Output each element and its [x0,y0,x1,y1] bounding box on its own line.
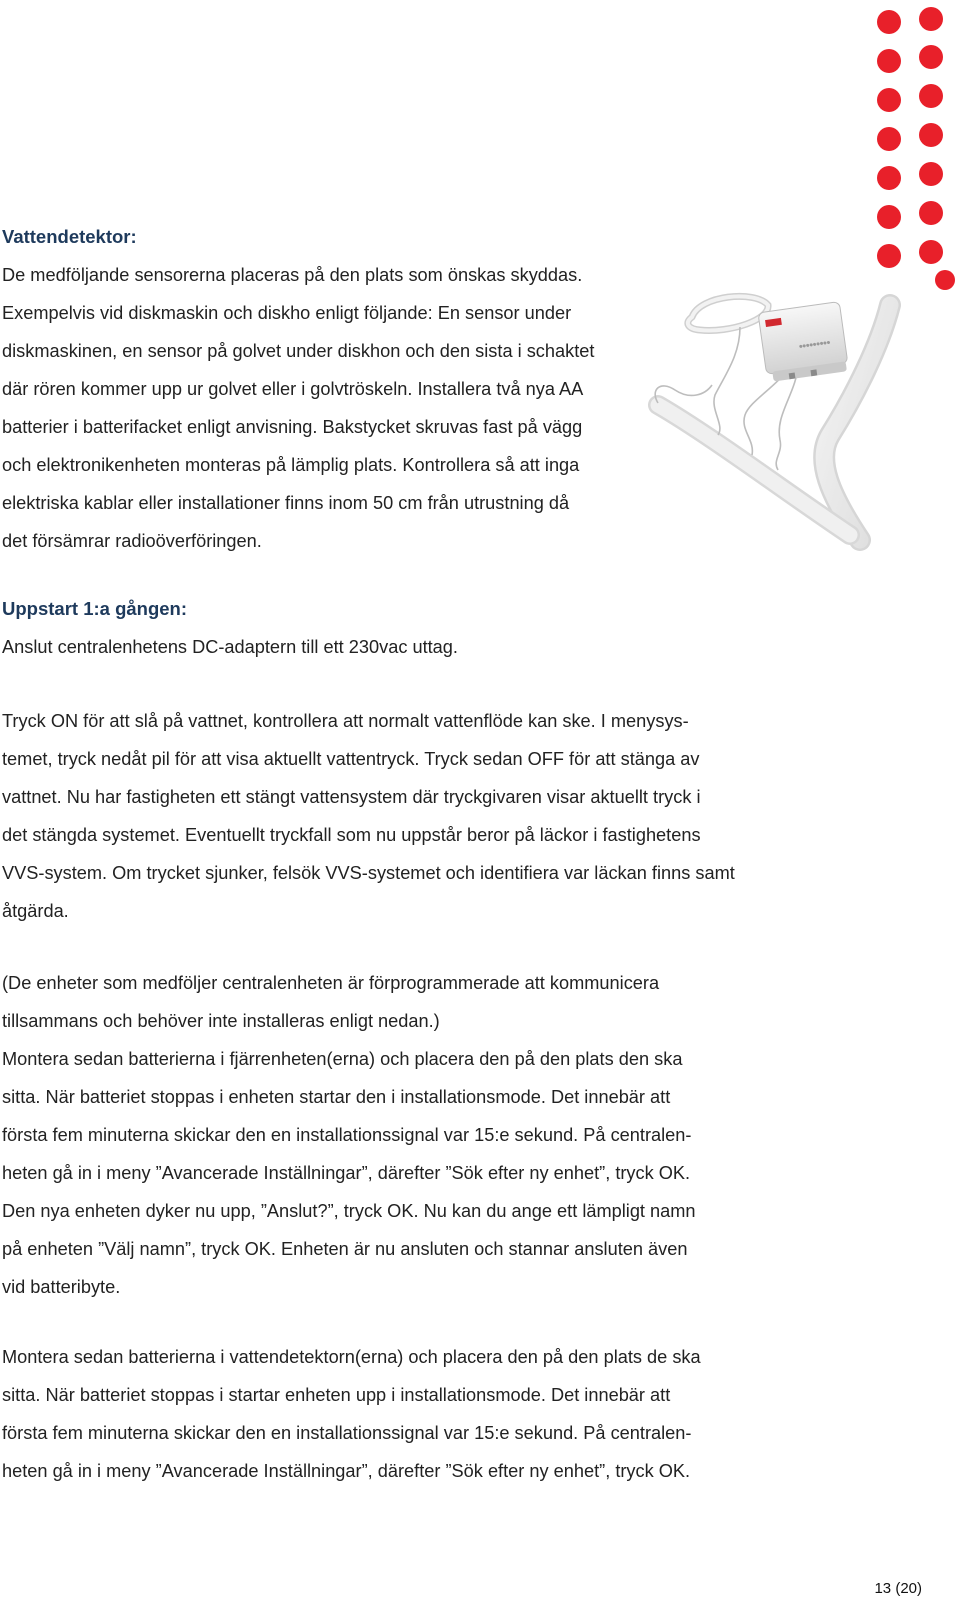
paragraph-line: (De enheter som medföljer centralenheten är förprogrammerade att kommunicera [2,973,660,993]
heading-vattendetektor: Vattendetektor: [2,226,137,247]
svg-text:●●●●●●●●●: ●●●●●●●●● [798,339,831,349]
paragraph-line: heten gå in i meny ”Avancerade Inställningar”, därefter ”Sök efter ny enhet”, tryck OK. [2,1163,691,1183]
paragraph-line: Montera sedan batterierna i fjärrenheten(erna) och placera den på den plats den ska [2,1049,683,1069]
page-number: 13 (20) [874,1580,922,1597]
paragraph-line: och elektronikenheten monteras på lämplig plats. Kontrollera så att inga [2,455,580,475]
section-remote-unit-install [2,964,782,1306]
water-detector-product-image [640,285,910,560]
paragraph-line: vid batteribyte. [2,1277,121,1297]
paragraph-line: åtgärda. [2,901,69,921]
paragraph-line: Anslut centralenhetens DC-adaptern till ett 230vac uttag. [2,637,458,657]
paragraph-line: Montera sedan batterierna i vattendetektorn(erna) och placera den på den plats de ska [2,1347,701,1367]
paragraph-line: batterier i batterifacket enligt anvisning. Bakstycket skruvas fast på vägg [2,417,583,437]
paragraph-line: sitta. När batteriet stoppas i enheten startar den i installationsmode. Det innebär att [2,1087,671,1107]
paragraph-line: det stängda systemet. Eventuellt tryckfall som nu uppstår beror på läckor i fastighetens [2,825,701,845]
paragraph-line: där rören kommer upp ur golvet eller i golvtröskeln. Installera två nya AA [2,379,584,399]
section-water-detector [2,218,642,560]
paragraph-line: elektriska kablar eller installationer finns inom 50 cm från utrustning då [2,493,570,513]
paragraph-line: sitta. När batteriet stoppas i startar enheten upp i installationsmode. Det innebär att [2,1385,671,1405]
paragraph-line: VVS-system. Om trycket sjunker, felsök VVS-systemet och identifiera var läckan finns samt [2,863,735,883]
paragraph-line: De medföljande sensorerna placeras på den plats som önskas skyddas. [2,265,583,285]
paragraph-line: första fem minuterna skickar den en installationssignal var 15:e sekund. På centralen- [2,1423,692,1443]
section-pressure-test [2,702,782,930]
section-first-startup [2,590,782,666]
paragraph-line: det försämrar radioöverföringen. [2,531,262,551]
paragraph-line: Den nya enheten dyker nu upp, ”Anslut?”, tryck OK. Nu kan du ange ett lämpligt namn [2,1201,696,1221]
paragraph-line: på enheten ”Välj namn”, tryck OK. Enheten är nu ansluten och stannar ansluten även [2,1239,688,1259]
paragraph-line: Exempelvis vid diskmaskin och diskho enligt följande: En sensor under [2,303,572,323]
paragraph-line: Tryck ON för att slå på vattnet, kontrollera att normalt vattenflöde kan ske. I menysys- [2,711,689,731]
paragraph-line: första fem minuterna skickar den en installationssignal var 15:e sekund. På centralen- [2,1125,692,1145]
paragraph-line: heten gå in i meny ”Avancerade Inställningar”, därefter ”Sök efter ny enhet”, tryck OK. [2,1461,691,1481]
heading-uppstart: Uppstart 1:a gången: [2,598,188,619]
section-water-detector-install [2,1338,782,1490]
paragraph-line: tillsammans och behöver inte installeras enligt nedan.) [2,1011,440,1031]
paragraph-line: vattnet. Nu har fastigheten ett stängt vattensystem där tryckgivaren visar aktuellt tryck i [2,787,701,807]
paragraph-line: temet, tryck nedåt pil för att visa aktuellt vattentryck. Tryck sedan OFF för att stänga av [2,749,700,769]
paragraph-line: diskmaskinen, en sensor på golvet under diskhon och den sista i schaktet [2,341,595,361]
